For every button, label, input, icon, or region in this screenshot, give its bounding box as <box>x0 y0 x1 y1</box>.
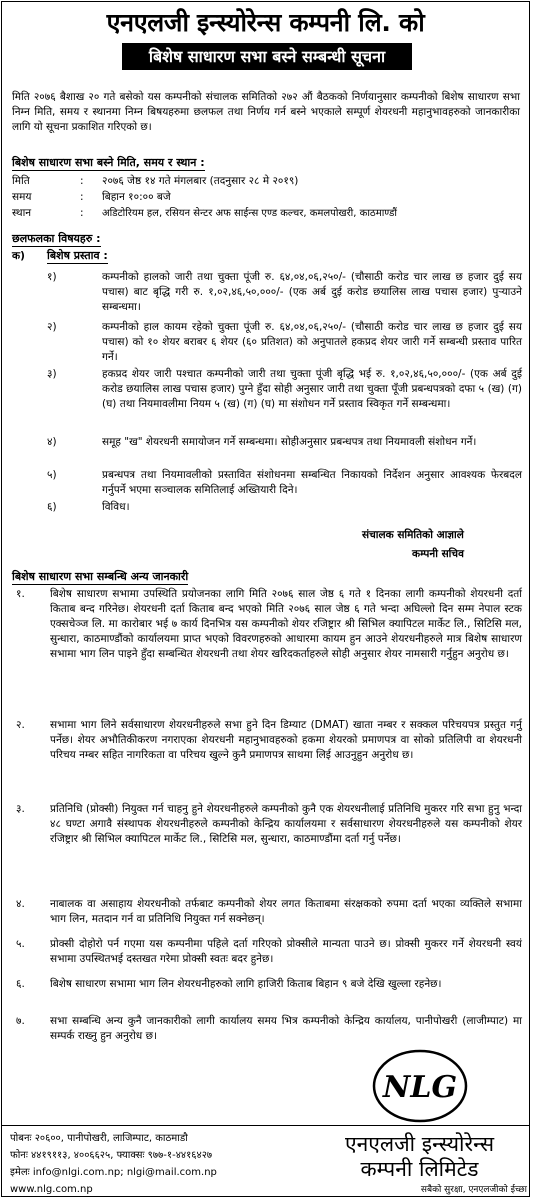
meeting-heading: बिशेष साधारण सभा बस्ने मिति, समय र स्थान : <box>12 156 205 169</box>
meeting-venue-label: स्थान <box>12 207 32 219</box>
agenda-item: कम्पनीको हालको जारी तथा चुक्ता पूंजी रु. ६४,०४,०६,२५०/- (चौसाठी करोड चार लाख छ हजार दुई सय पचास) बाट बृद्धि गरी रु. १,०२,४६,५०,०००/- (एक अर्ब दुई करोड छयालिस लाख पचास हजार) पुऱ्याउने सम्बन्धमा। <box>102 271 522 313</box>
agenda-sub-index: क) <box>12 250 25 262</box>
colon: : <box>80 191 84 203</box>
other-info-heading: बिशेष साधारण सभा सम्बन्धि अन्य जानकारी <box>12 570 189 583</box>
footer-address: पोबनः २०६००, पानीपोखरी, लाजिम्पाट, काठमाडौ <box>10 1133 188 1144</box>
agenda-item-number: ५) <box>47 469 57 481</box>
agenda-item: विविध। <box>102 501 130 513</box>
colon: : <box>80 207 84 219</box>
company-logo <box>370 1047 470 1125</box>
colon: : <box>80 175 84 187</box>
info-item: नाबालक वा असाहाय शेयरधनीको तर्फबाट कम्पनीको शेयर लगत किताबमा संरक्षकको रुपमा दर्ता भएका व्यक्तिले सभामा भाग लिन, मतदान गर्न वा प्रतिनिधि नियुक्त गर्न सक्नेछन्। <box>50 898 522 925</box>
agenda-item-number: २) <box>47 321 57 333</box>
notice-title: बिशेष साधारण सभा बस्ने सम्बन्धी सूचना <box>122 43 412 70</box>
meeting-venue-value: अडिटोरियम हल, रसियन सेन्टर अफ साईन्स एण्ड कल्चर, कमलपोखरी, काठमाण्डौं <box>102 208 397 219</box>
meeting-date-value: २०७६ जेष्ठ १४ गते मंगलबार (तदनुसार २८ मे २०१९) <box>102 175 299 187</box>
signature-line-1: संचालक समितिको आज्ञाले <box>362 529 464 541</box>
info-item: बिशेष साधारण सभामा भाग लिन शेयरधनीहरुको लागि हाजिरी किताब बिहान ९ बजे देखि खुल्ला रहनेछ। <box>50 978 442 990</box>
info-item-number: ३. <box>16 803 25 815</box>
info-item: प्रतिनिधि (प्रोक्सी) नियुक्त गर्न चाहनु हुने शेयरधनीहरुले कम्पनीको कुनै एक शेयरधनीलाई प्रतिनिधि मुकरर गरि सभा हुनु भन्दा ४८ घण्टा अगावै संस्थापक शेयरधनीहरुले कम्पनीको केन्द्रिय कार्यालयमा र सर्वसाधारण शेयरधनीहरुले यस कम्पनीको शेयर रजिष्ट्रार श्री सिभिल क्यापिटल मार्केट लि., सिटिसि मल, सुन्धारा, काठमाण्डौंमा दर्ता गर्नु पर्नेछ। <box>50 803 522 845</box>
company-title: एनएलजी इन्स्योरेन्स कम्पनी लि. को <box>106 8 425 37</box>
nlg-logo-icon <box>370 1047 470 1125</box>
signature-line-2: कम्पनी सचिव <box>412 548 464 560</box>
agenda-item-number: ६) <box>47 501 57 513</box>
info-item-number: ४. <box>16 898 25 910</box>
agenda-item-number: ४) <box>47 436 57 448</box>
info-item: सभामा भाग लिने सर्वसाधारण शेयरधनीहरुले सभा हुने दिन डिम्याट (DMAT) खाता नम्बर र सक्कल परिचयपत्र प्रस्तुत गर्नु पर्नेछ। शेयर अभौतिकीकरण नगराएका शेयरधनी महानुभावहरुको हकमा शेयरको प्रमाणपत्र वा सोको प्रतिलिपी वा शेयरधनी परिचय नम्बर सहित नागरिकता वा परिचय खुल्ने कुनै प्रमाणपत्र साथमा लिई आउनुहुन अनुरोध छ। <box>50 719 522 761</box>
logo-text: NLG <box>382 1070 458 1105</box>
meeting-date-label: मिति <box>12 175 30 187</box>
agenda-item: समूह "ख" शेयरधनी समायोजन गर्ने सम्बन्धमा। सोहीअनुसार प्रबन्धपत्र तथा नियमावली संशोधन गर्ने। <box>102 436 477 448</box>
agenda-item-number: १) <box>47 271 57 283</box>
agenda-sub-heading: बिशेष प्रस्ताव : <box>47 249 108 262</box>
brand-tagline: सबैको सुरक्षा, एनएलजीको ईच्छा <box>420 1185 527 1195</box>
agenda-item: प्रबन्धपत्र तथा नियमावलीको प्रस्तावित संशोधनमा सम्बन्धित निकायको निर्देशन अनुसार आवश्यक फेरबदल गर्नुपर्ने भएमा सञ्चालक समितिलाई अख्तियारी दिने। <box>102 469 522 496</box>
brand-name-line-2: कम्पनी लिमिटेड <box>360 1157 479 1181</box>
footer-email[interactable]: इमेलः info@nlgi.com.np; nlgi@mail.com.np <box>10 1167 217 1178</box>
meeting-time-label: समय <box>12 191 32 203</box>
notice-page <box>1 1 530 1197</box>
agenda-heading: छलफलका विषयहरु : <box>12 232 101 245</box>
brand-name-line-1: एनएलजी इन्स्योरेन्स <box>344 1132 495 1156</box>
info-item: प्रोक्सी दोहोरो पर्न गएमा यस कम्पनीमा पहिले दर्ता गरिएको प्रोक्सीले मान्यता पाउने छ। प्रोक्सी मुकरर गर्ने शेयरधनी स्वयं सभामा उपस्थितभई दस्तखत गरेमा प्रोक्सी स्वतः बदर हुनेछ। <box>50 938 522 965</box>
info-item-number: २. <box>16 719 25 731</box>
agenda-item: कम्पनीको हाल कायम रहेको चुक्ता पूंजी रु. ६४,०४,०६,२५०/- (चौसाठी करोड चार लाख छ हजार दुई सय पचास) को १० शेयर बराबर ६ शेयर (६० प्रतिशत) को अनुपातले हकप्रद शेयर जारी गर्ने सम्बन्धी प्रस्ताव पारित गर्ने। <box>102 321 522 363</box>
info-item-number: ६. <box>16 978 25 990</box>
agenda-item-number: ३) <box>47 368 57 380</box>
intro-paragraph: मिति २०७६ बैशाख २० गते बसेको यस कम्पनीको संचालक समितिको २७२ औं बैठकको निर्णयानुसार कम्पनीको बिशेष साधारण सभा निम्न मिति, समय र स्थानमा निम्न बिषयहरुमा छलफल तथा निर्णय गर्न बस्ने भएकाले सम्पूर्ण शेयरधनी महानुभावहरुको जानकारीका लागि यो सूचना प्रकाशित गरिएको छ। <box>12 91 520 133</box>
info-item-number: ७. <box>16 1015 25 1027</box>
info-item: सभा सम्बन्धि अन्य कुनै जानकारीको लागी कार्यालय समय भित्र कम्पनीको केन्द्रिय कार्यालय, पानीपोखरी (लाजीम्पाट) मा सम्पर्क राख्नु हुन अनुरोध छ। <box>50 1015 522 1042</box>
agenda-item: हकप्रद शेयर जारी पश्चात कम्पनीको जारी तथा चुक्ता पूंजी बृद्धि भई रु. १,०२,४६,५०,०००/- (एक अर्ब दुई करोड छयालिस लाख पचास हजार) पुग्ने हुँदा सोही अनुसार जारी तथा चुक्ता पूँजी प्रबन्धपत्रको दफा ५ (ख) (ग) (घ) तथा नियमावलीमा नियम ५ (ख) (ग) (घ) मा संशोधन गर्ने प्रस्ताव स्विकृत गर्ने सम्बन्धमा। <box>102 368 522 410</box>
footer-website[interactable]: www.nlg.com.np <box>10 1184 93 1195</box>
footer-phone: फोनः ४४१९११३, ४००६६२५, फ्याक्सः ९७७-१-४४१६४२७ <box>10 1150 213 1161</box>
footer-divider <box>2 1125 529 1126</box>
info-item-number: १. <box>16 588 25 600</box>
info-item: बिशेष साधारण सभामा उपस्थिति प्रयोजनका लागि मिति २०७६ साल जेष्ठ ६ गते १ दिनका लागी कम्पनीको शेयरधनी दर्ता किताब बन्द गरिनेछ। शेयरधनी दर्ता किताब बन्द भएको मिति २०७६ साल जेष्ठ ६ गते भन्दा अघिल्लो दिन सम्म नेपाल स्टक एक्सचेञ्ज लि. मा कारोबार भई ७ कार्य दिनभित्र यस कम्पनीको शेयर रजिष्ट्रार श्री सिभिल क्यापिटल मार्केट लि., सिटिसि मल, सुन्धारा, काठमाण्डौंको कार्यालयमा प्राप्त भएको विवरणहरुको आधारमा कायम हुन आउने शेयरधनीहरुले मात्र बिशेष साधारण सभामा भाग लिन पाइने हुँदा सम्बन्धित शेयरधनी तथा शेयर खरिदकर्ताहरुले सोही अनुसार शेयर नामसारी गर्नुहुन अनुरोध छ। <box>50 588 522 660</box>
info-item-number: ५. <box>16 938 25 950</box>
meeting-time-value: बिहान १०:०० बजे <box>102 191 171 203</box>
